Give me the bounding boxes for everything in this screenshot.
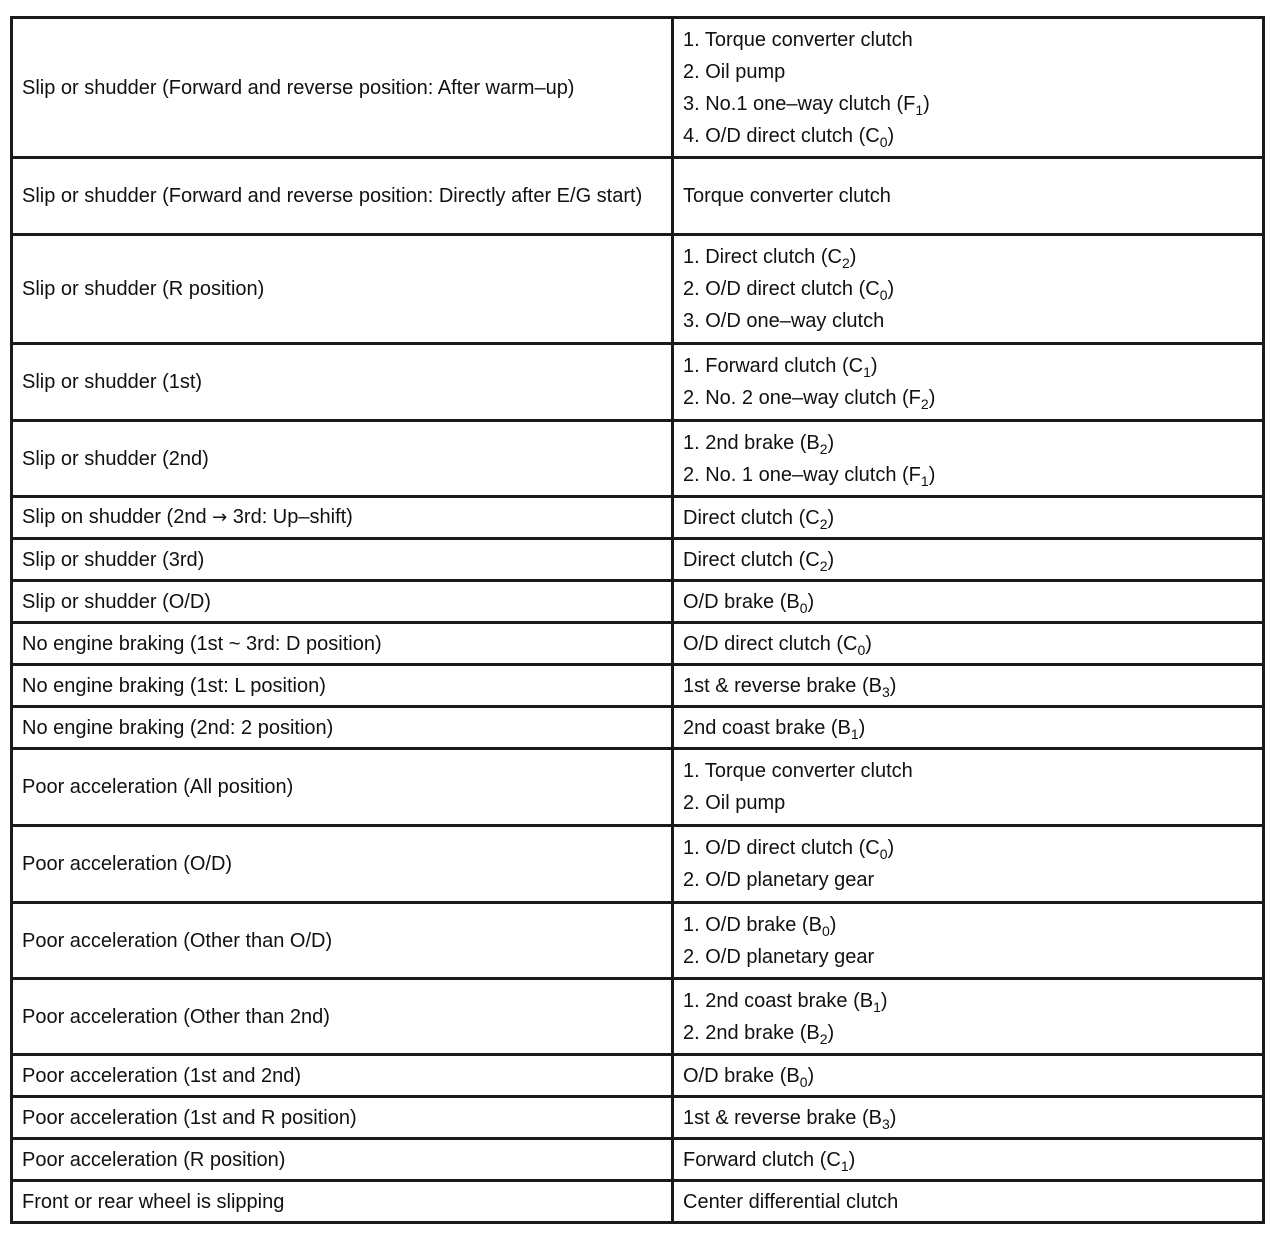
symptom-text: Poor acceleration (Other than O/D) xyxy=(22,929,333,952)
cause-text: 2nd coast brake (B xyxy=(683,716,851,739)
diagnosis-table xyxy=(10,16,1265,1224)
cause-close-paren: ) xyxy=(923,92,930,115)
cause-text: 2. No. 1 one–way clutch (F xyxy=(683,463,921,486)
cause-cell xyxy=(673,235,1264,344)
cause-line xyxy=(683,909,1253,941)
cause-line xyxy=(683,755,1253,787)
cause-close-paren: ) xyxy=(928,463,936,486)
cause-text: Torque converter clutch xyxy=(683,185,891,207)
symptom-text: Slip or shudder (Forward and reverse position: Directly after E/G start) xyxy=(22,185,643,207)
cause-line xyxy=(683,241,1253,273)
cause-text: Forward clutch (C xyxy=(683,1148,841,1171)
cause-text: 1. Direct clutch (C xyxy=(683,246,842,268)
cause-text: 2. Oil pump xyxy=(683,792,786,814)
cause-cell xyxy=(673,1055,1264,1097)
table-row xyxy=(12,1055,1264,1097)
cause-subscript: 0 xyxy=(879,846,888,862)
cause-cell xyxy=(673,539,1264,581)
cause-subscript: 0 xyxy=(857,641,866,658)
cause-cell xyxy=(673,421,1264,497)
table-row xyxy=(12,826,1264,903)
symptom-cell xyxy=(12,18,673,158)
cause-close-paren: ) xyxy=(865,632,872,655)
cause-text: 3. O/D one–way clutch xyxy=(683,310,885,332)
cause-line xyxy=(683,941,1253,973)
table-row xyxy=(12,344,1264,421)
cause-text: 1st & reverse brake (B xyxy=(683,1106,882,1129)
cause-subscript: 3 xyxy=(881,1115,890,1132)
cause-close-paren: ) xyxy=(858,716,866,739)
cause-subscript: 1 xyxy=(915,101,924,118)
cause-text: 1. O/D brake (B xyxy=(683,913,822,936)
cause-text: 2. No. 2 one–way clutch (F xyxy=(683,387,921,409)
cause-text: 4. O/D direct clutch (C xyxy=(683,124,880,147)
cause-close-paren: ) xyxy=(829,913,837,936)
cause-text: 1. Torque converter clutch xyxy=(683,760,913,782)
cause-text: 2. O/D planetary gear xyxy=(683,945,875,968)
table-row xyxy=(12,421,1264,497)
cause-line xyxy=(683,56,1253,88)
cause-subscript: 0 xyxy=(821,922,830,939)
symptom-cell xyxy=(12,826,673,903)
cause-text: O/D brake (B xyxy=(683,590,800,613)
table-row xyxy=(12,539,1264,581)
cause-close-paren: ) xyxy=(827,548,835,571)
cause-text: 3. No.1 one–way clutch (F xyxy=(683,92,916,115)
cause-line xyxy=(683,1060,1253,1092)
table-row xyxy=(12,1139,1264,1181)
cause-text: 1. Forward clutch (C xyxy=(683,355,864,377)
symptom-text: Poor acceleration (1st and R position) xyxy=(22,1106,357,1129)
symptom-text: No engine braking (1st ~ 3rd: D position) xyxy=(22,632,382,655)
cause-line xyxy=(683,586,1253,618)
cause-close-paren: ) xyxy=(807,590,815,613)
cause-cell xyxy=(673,1139,1264,1181)
cause-close-paren: ) xyxy=(887,124,895,147)
symptom-cell xyxy=(12,665,673,707)
cause-subscript: 0 xyxy=(879,287,888,303)
symptom-cell xyxy=(12,421,673,497)
cause-text: 1. O/D direct clutch (C xyxy=(683,837,880,859)
cause-line xyxy=(683,120,1253,152)
cause-text: 1. Torque converter clutch xyxy=(683,28,913,51)
symptom-cell xyxy=(12,344,673,421)
symptom-text: Slip or shudder (R position) xyxy=(22,278,265,300)
symptom-text: Poor acceleration (All position) xyxy=(22,776,294,798)
cause-text: 2. O/D planetary gear xyxy=(683,869,875,891)
cause-text: Direct clutch (C xyxy=(683,548,820,571)
cause-cell xyxy=(673,623,1264,665)
cause-text: 2. Oil pump xyxy=(683,60,786,83)
cause-close-paren: ) xyxy=(889,674,897,697)
cause-line xyxy=(683,180,1253,212)
table-row xyxy=(12,1181,1264,1223)
cause-cell xyxy=(673,903,1264,979)
cause-cell xyxy=(673,707,1264,749)
cause-subscript: 3 xyxy=(881,683,890,700)
table-row xyxy=(12,581,1264,623)
table-row xyxy=(12,497,1264,539)
cause-subscript: 2 xyxy=(920,396,929,412)
table-row xyxy=(12,665,1264,707)
symptom-text: Slip or shudder (2nd) xyxy=(22,447,209,470)
symptom-cell xyxy=(12,749,673,826)
cause-cell xyxy=(673,1097,1264,1139)
cause-line xyxy=(683,88,1253,120)
cause-text: 2. 2nd brake (B xyxy=(683,1021,820,1044)
symptom-text: Slip or shudder (1st) xyxy=(22,371,203,393)
cause-line xyxy=(683,427,1253,459)
table-row xyxy=(12,707,1264,749)
symptom-text: Front or rear wheel is slipping xyxy=(22,1190,285,1213)
cause-cell xyxy=(673,497,1264,539)
table-row xyxy=(12,235,1264,344)
cause-close-paren: ) xyxy=(827,506,835,529)
cause-text: 1. 2nd coast brake (B xyxy=(683,989,874,1012)
cause-line xyxy=(683,712,1253,744)
table-row xyxy=(12,1097,1264,1139)
cause-line xyxy=(683,1144,1253,1176)
cause-line xyxy=(683,1186,1253,1218)
cause-subscript: 1 xyxy=(920,472,929,489)
cause-cell xyxy=(673,158,1264,235)
symptom-cell xyxy=(12,979,673,1055)
cause-line xyxy=(683,985,1253,1017)
cause-text: Center differential clutch xyxy=(683,1190,899,1213)
cause-close-paren: ) xyxy=(887,837,895,859)
cause-line xyxy=(683,1017,1253,1049)
symptom-cell xyxy=(12,539,673,581)
cause-line xyxy=(683,864,1253,896)
cause-close-paren: ) xyxy=(849,246,857,268)
cause-subscript: 1 xyxy=(840,1157,849,1174)
table-row xyxy=(12,979,1264,1055)
cause-subscript: 0 xyxy=(879,133,888,150)
cause-subscript: 0 xyxy=(799,1073,808,1090)
cause-line xyxy=(683,459,1253,491)
cause-line xyxy=(683,670,1253,702)
cause-text: 1st & reverse brake (B xyxy=(683,674,882,697)
cause-line xyxy=(683,382,1253,414)
cause-line xyxy=(683,273,1253,305)
cause-close-paren: ) xyxy=(889,1106,897,1129)
cause-subscript: 2 xyxy=(819,515,828,532)
cause-subscript: 1 xyxy=(863,364,871,380)
cause-subscript: 2 xyxy=(819,557,828,574)
table-row xyxy=(12,623,1264,665)
symptom-text: 3rd: Up–shift) xyxy=(227,506,353,528)
symptom-cell xyxy=(12,707,673,749)
symptom-text: Slip or shudder (O/D) xyxy=(22,590,211,613)
symptom-cell xyxy=(12,623,673,665)
cause-text: 2. O/D direct clutch (C xyxy=(683,278,880,300)
symptom-cell xyxy=(12,1055,673,1097)
cause-line xyxy=(683,305,1253,337)
cause-line xyxy=(683,350,1253,382)
symptom-text: Poor acceleration (1st and 2nd) xyxy=(22,1064,302,1087)
symptom-cell xyxy=(12,581,673,623)
diagnosis-table-body xyxy=(12,18,1264,1223)
symptom-cell xyxy=(12,1097,673,1139)
cause-cell xyxy=(673,581,1264,623)
cause-cell xyxy=(673,1181,1264,1223)
cause-cell xyxy=(673,665,1264,707)
cause-subscript: 0 xyxy=(799,599,808,616)
cause-line xyxy=(683,832,1253,864)
symptom-text: No engine braking (1st: L position) xyxy=(22,674,326,697)
table-row xyxy=(12,749,1264,826)
cause-close-paren: ) xyxy=(827,431,835,454)
symptom-cell xyxy=(12,1139,673,1181)
symptom-cell xyxy=(12,903,673,979)
symptom-cell xyxy=(12,235,673,344)
cause-close-paren: ) xyxy=(887,278,895,300)
cause-text: Direct clutch (C xyxy=(683,506,820,529)
cause-close-paren: ) xyxy=(848,1148,856,1171)
cause-line xyxy=(683,24,1253,56)
symptom-cell xyxy=(12,497,673,539)
symptom-text: No engine braking (2nd: 2 position) xyxy=(22,716,334,739)
symptom-text: Poor acceleration (R position) xyxy=(22,1148,286,1171)
cause-text: 1. 2nd brake (B xyxy=(683,431,820,454)
cause-subscript: 2 xyxy=(841,255,850,271)
cause-line xyxy=(683,502,1253,534)
diagnosis-table-wrapper xyxy=(10,16,1258,1224)
cause-subscript: 1 xyxy=(873,998,881,1015)
table-row xyxy=(12,903,1264,979)
cause-cell xyxy=(673,979,1264,1055)
table-row xyxy=(12,158,1264,235)
cause-line xyxy=(683,1102,1253,1134)
cause-text: O/D direct clutch (C xyxy=(683,632,858,655)
cause-subscript: 1 xyxy=(850,725,859,742)
cause-close-paren: ) xyxy=(827,1021,835,1044)
cause-subscript: 2 xyxy=(819,1030,828,1047)
symptom-cell xyxy=(12,158,673,235)
cause-text: O/D brake (B xyxy=(683,1064,800,1087)
table-row xyxy=(12,18,1264,158)
cause-close-paren: ) xyxy=(928,387,936,409)
symptom-cell xyxy=(12,1181,673,1223)
cause-cell xyxy=(673,344,1264,421)
cause-close-paren: ) xyxy=(807,1064,815,1087)
symptom-text: Slip on shudder (2nd xyxy=(22,506,213,528)
right-arrow-icon: → xyxy=(212,507,228,528)
cause-close-paren: ) xyxy=(870,355,878,377)
cause-cell xyxy=(673,749,1264,826)
symptom-text: Poor acceleration (Other than 2nd) xyxy=(22,1005,330,1028)
cause-line xyxy=(683,787,1253,819)
symptom-text: Poor acceleration (O/D) xyxy=(22,853,233,875)
cause-close-paren: ) xyxy=(880,989,888,1012)
cause-cell xyxy=(673,18,1264,158)
symptom-text: Slip or shudder (3rd) xyxy=(22,548,205,571)
cause-line xyxy=(683,544,1253,576)
cause-line xyxy=(683,628,1253,660)
cause-subscript: 2 xyxy=(819,440,828,457)
cause-cell xyxy=(673,826,1264,903)
symptom-text: Slip or shudder (Forward and reverse position: After warm–up) xyxy=(22,76,575,99)
